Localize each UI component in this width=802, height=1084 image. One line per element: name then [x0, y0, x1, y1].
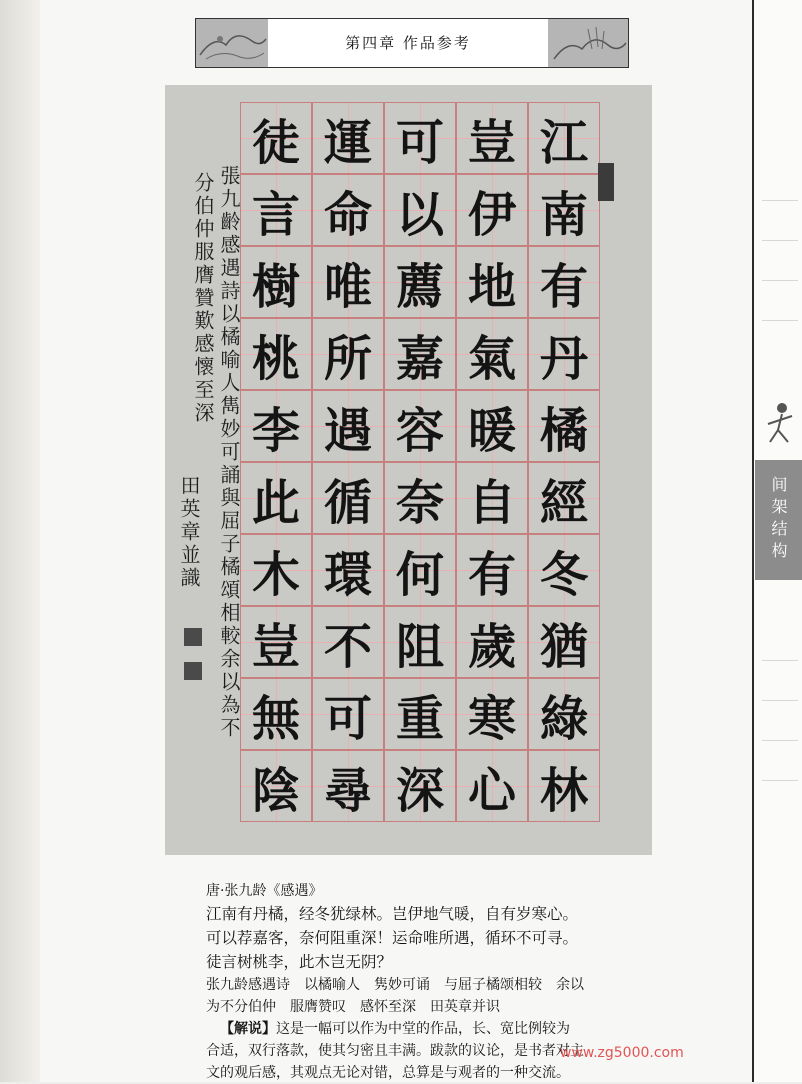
- calligraphy-character: 林: [528, 750, 600, 822]
- calligraphy-character: 薦: [384, 246, 456, 318]
- calligraphy-character: 丹: [528, 318, 600, 390]
- calligraphy-character: 猶: [528, 606, 600, 678]
- calligraphy-character: 循: [312, 462, 384, 534]
- calligraphy-column: [240, 102, 312, 822]
- calligraphy-character: 豈: [240, 606, 312, 678]
- explanation-line: 文的观后感，其观点无论对错，总算是与观者的一种交流。: [206, 1065, 570, 1081]
- inscription-transcription: 为不分伯仲 服膺赞叹 感怀至深 田英章并识: [206, 999, 500, 1015]
- calligraphy-character: 陰: [240, 750, 312, 822]
- calligraphy-character: 重: [384, 678, 456, 750]
- calligraphy-character: 可: [312, 678, 384, 750]
- calligraphy-character: 江: [528, 102, 600, 174]
- inscription-column-1: 張九齡感遇詩以橘喻人雋妙可誦與屈子橘頌相較余以為不: [217, 165, 241, 740]
- calligraphy-column: [384, 102, 456, 822]
- calligraphy-column: [312, 102, 384, 822]
- explanation-line: [206, 1018, 751, 1040]
- inscription-column-2: 分伯仲服膺贊歎感懷至深: [191, 172, 215, 425]
- calligraphy-character: 冬: [528, 534, 600, 606]
- calligraphy-character: 桃: [240, 318, 312, 390]
- poem-source: 唐·张九龄《感遇》: [206, 883, 323, 899]
- calligraphy-character: 豈: [456, 102, 528, 174]
- landscape-decoration-right: [548, 19, 628, 67]
- seal-stamp-top: [598, 163, 614, 201]
- calligraphy-character: 橘: [528, 390, 600, 462]
- calligraphy-character: 木: [240, 534, 312, 606]
- figure-illustration-icon: [762, 398, 800, 450]
- calligraphy-character: 深: [384, 750, 456, 822]
- calligraphy-column: [456, 102, 528, 822]
- watermark-url: www.zg5000.com: [560, 1045, 684, 1061]
- calligraphy-character: 地: [456, 246, 528, 318]
- page-gutter: [0, 0, 40, 1082]
- chapter-header: [195, 18, 629, 68]
- explanation-line: 合适，双行落款，使其匀密且丰满。跋款的议论，是书者对主: [206, 1043, 584, 1059]
- calligraphy-character: 有: [456, 534, 528, 606]
- calligraphy-character: 徒: [240, 102, 312, 174]
- poem-line: 可以荐嘉客，奈何阻重深！运命唯所遇，循环不可寻。: [206, 929, 579, 947]
- calligraphy-character: 可: [384, 102, 456, 174]
- calligraphy-character: 氣: [456, 318, 528, 390]
- calligraphy-character: 奈: [384, 462, 456, 534]
- seal-stamp-1: [184, 628, 202, 646]
- landscape-decoration-left: [196, 19, 268, 67]
- calligraphy-character: 綠: [528, 678, 600, 750]
- poem-line: 江南有丹橘，经冬犹绿林。岂伊地气暖，自有岁寒心。: [206, 905, 579, 923]
- calligraphy-character: 容: [384, 390, 456, 462]
- calligraphy-character: 經: [528, 462, 600, 534]
- calligraphy-character: 有: [528, 246, 600, 318]
- poem-line: 徒言树桃李，此木岂无阴？: [206, 953, 393, 971]
- calligraphy-character: 無: [240, 678, 312, 750]
- chapter-title: 第四章 作品参考: [345, 34, 471, 52]
- calligraphy-character: 環: [312, 534, 384, 606]
- explanation-text: 这是一幅可以作为中堂的作品，长、宽比例较为: [276, 1021, 570, 1037]
- calligraphy-character: 嘉: [384, 318, 456, 390]
- seal-stamp-2: [184, 662, 202, 680]
- calligraphy-character: 所: [312, 318, 384, 390]
- signature: 田英章並識: [177, 475, 201, 590]
- calligraphy-character: 命: [312, 174, 384, 246]
- calligraphy-character: 言: [240, 174, 312, 246]
- calligraphy-character: 阻: [384, 606, 456, 678]
- calligraphy-character: 不: [312, 606, 384, 678]
- inscription-transcription: 张九龄感遇诗 以橘喻人 隽妙可诵 与屈子橘颂相较 余以: [206, 977, 584, 993]
- explanation-label: 【解说】: [220, 1021, 276, 1037]
- calligraphy-character: 自: [456, 462, 528, 534]
- calligraphy-character: 伊: [456, 174, 528, 246]
- calligraphy-character: 何: [384, 534, 456, 606]
- calligraphy-character: 運: [312, 102, 384, 174]
- calligraphy-character: 以: [384, 174, 456, 246]
- calligraphy-character: 心: [456, 750, 528, 822]
- section-tab: 间架结构: [755, 460, 802, 580]
- calligraphy-character: 南: [528, 174, 600, 246]
- calligraphy-character: 尋: [312, 750, 384, 822]
- calligraphy-character: 暖: [456, 390, 528, 462]
- calligraphy-grid: [240, 102, 600, 822]
- calligraphy-character: 此: [240, 462, 312, 534]
- calligraphy-character: 唯: [312, 246, 384, 318]
- calligraphy-character: 遇: [312, 390, 384, 462]
- calligraphy-character: 歲: [456, 606, 528, 678]
- calligraphy-character: 李: [240, 390, 312, 462]
- calligraphy-column: [528, 102, 600, 822]
- calligraphy-character: 寒: [456, 678, 528, 750]
- calligraphy-character: 樹: [240, 246, 312, 318]
